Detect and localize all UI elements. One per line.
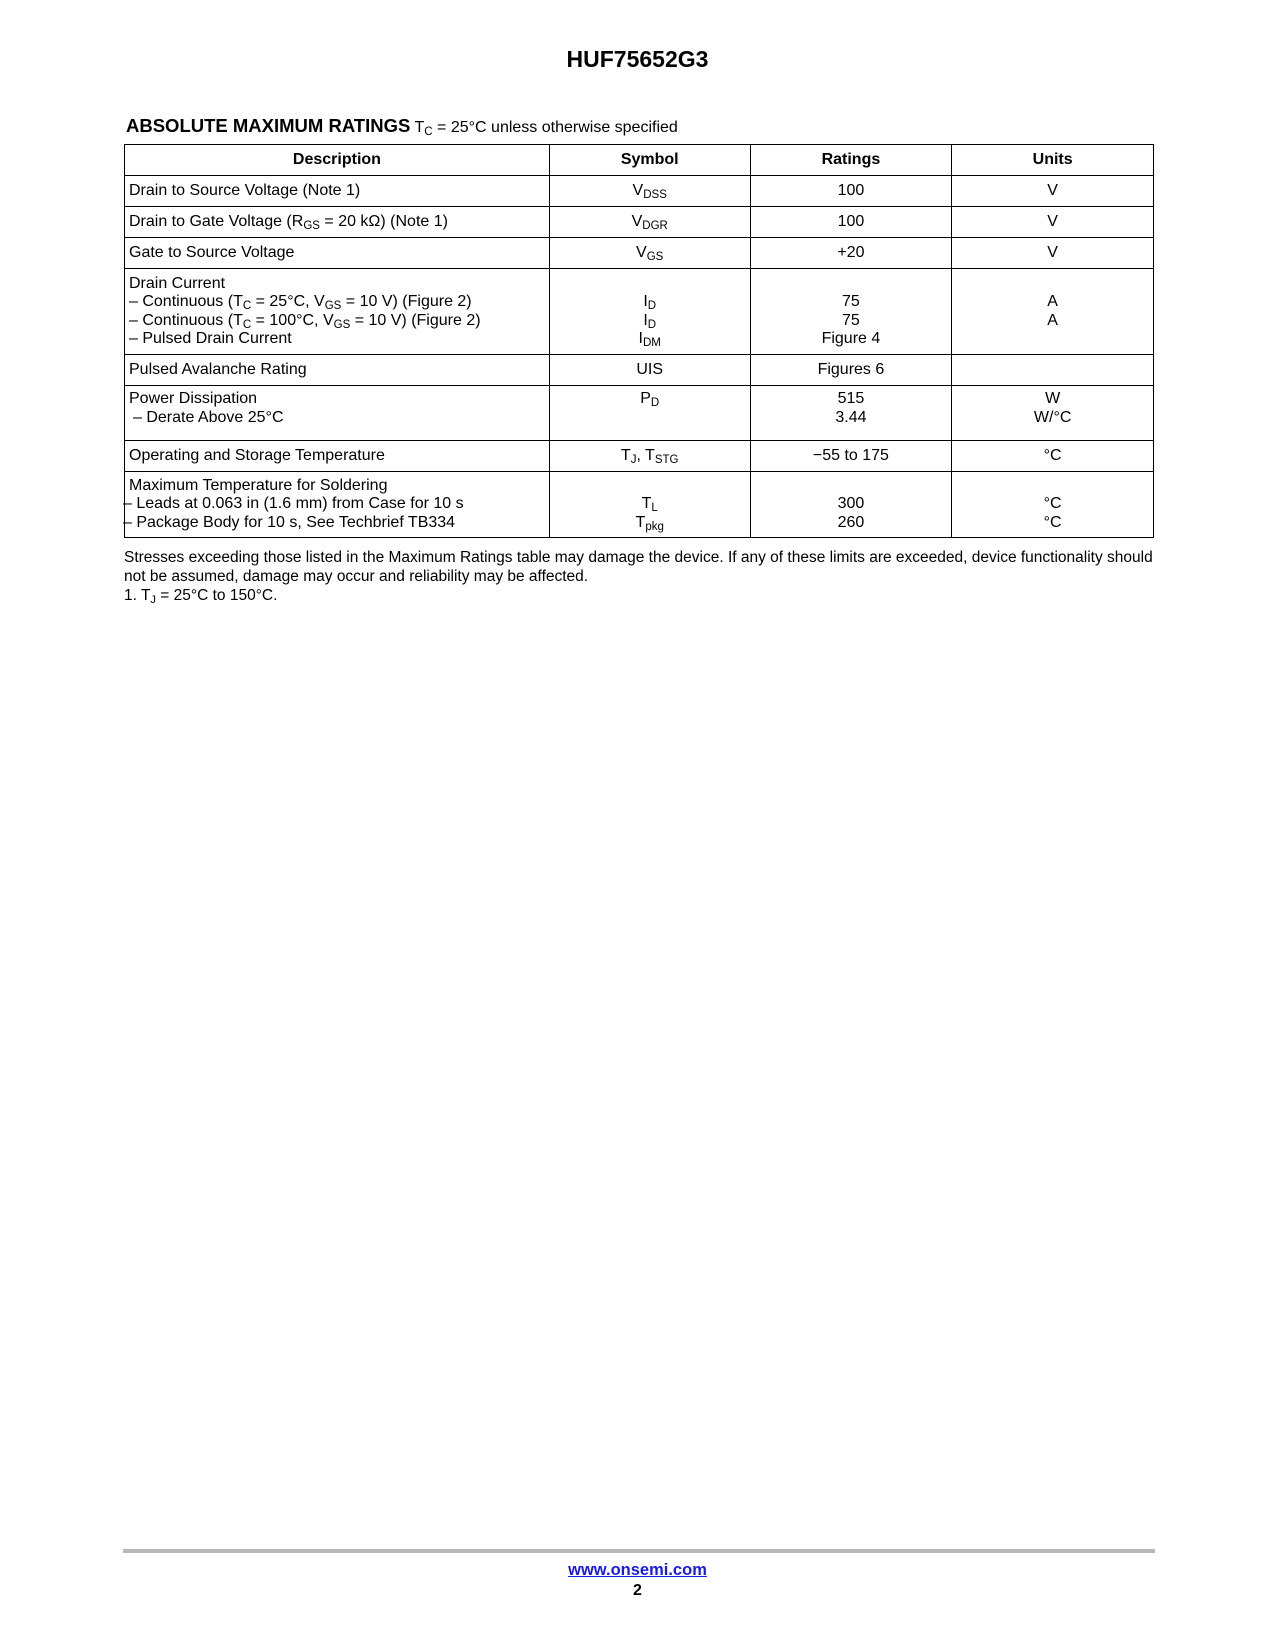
unit-cell: V — [952, 238, 1154, 269]
unit-cell: W W/°C — [952, 386, 1154, 441]
table-row — [125, 472, 1154, 538]
description-cell: Maximum Temperature for Soldering – Leads at 0.063 in (1.6 mm) from Case for 10 s – Package Body for 10 s, See Techbrief TB334 — [125, 472, 550, 538]
symbol-cell: $I_D$ $I_D$ $I_{DM}$ — [549, 269, 750, 355]
description-cell: Pulsed Avalanche Rating — [125, 355, 550, 386]
rating-cell: 75 75 Figure 4 — [750, 269, 952, 355]
description-cell: Drain to Source Voltage (Note 1) — [125, 176, 550, 207]
symbol-cell: $T_L$ $T_{pkg}$ — [549, 472, 750, 538]
unit-cell: °C — [952, 441, 1154, 472]
unit-cell: °C °C — [952, 472, 1154, 538]
rating-cell: +20 — [750, 238, 952, 269]
absolute-maximum-ratings-table — [124, 144, 1154, 538]
description-cell: Power Dissipation – Derate Above 25°C — [125, 386, 550, 441]
table-row — [125, 176, 1154, 207]
description-cell: Drain to Gate Voltage ($R_{GS} = 20$ kΩ) (Note 1) — [125, 207, 550, 238]
stress-note: Stresses exceeding those listed in the Maximum Ratings table may damage the device. If any of these limits are exceeded, device functionality should not be assumed, damage may occur and reliability may be affected. — [124, 549, 1153, 585]
section-title: ABSOLUTE MAXIMUM RATINGS — [126, 115, 411, 136]
rating-cell: −55 to 175 — [750, 441, 952, 472]
rating-cell: 100 — [750, 176, 952, 207]
footnote-1: 1. $T_J = 25^\circ C$ to 150°C. — [124, 587, 278, 607]
table-header-row — [125, 145, 1154, 176]
column-header: Symbol — [549, 145, 750, 176]
unit-cell: A A — [952, 269, 1154, 355]
table-row — [125, 207, 1154, 238]
rating-cell: 515 3.44 — [750, 386, 952, 441]
page-number: 2 — [633, 1582, 642, 1599]
section-heading — [126, 115, 678, 137]
symbol-cell: $T_J$, $T_{STG}$ — [549, 441, 750, 472]
description-cell: Gate to Source Voltage — [125, 238, 550, 269]
website-link[interactable]: www.onsemi.com — [568, 1561, 707, 1579]
unit-cell: V — [952, 176, 1154, 207]
rating-cell: 300 260 — [750, 472, 952, 538]
table-row — [125, 441, 1154, 472]
symbol-cell: UIS — [549, 355, 750, 386]
footer-link-container — [0, 1561, 1275, 1580]
symbol-cell: $V_{DGR}$ — [549, 207, 750, 238]
footer-divider — [123, 1549, 1155, 1553]
rating-cell: 100 — [750, 207, 952, 238]
column-header: Units — [952, 145, 1154, 176]
symbol-cell: $V_{GS}$ — [549, 238, 750, 269]
unit-cell — [952, 355, 1154, 386]
symbol-cell: $V_{DSS}$ — [549, 176, 750, 207]
page-title: HUF75652G3 — [566, 46, 709, 72]
rating-cell: Figures 6 — [750, 355, 952, 386]
table-row — [125, 355, 1154, 386]
description-cell: Operating and Storage Temperature — [125, 441, 550, 472]
description-cell: Drain Current – Continuous ($T_C = 25^\circ C$, $V_{GS} = 10$ V) (Figure 2) – Continuous ($T_C = 100^\circ C$, $V_{GS} = 10$ V) (Figure 2) – Pulsed Drain Current — [125, 269, 550, 355]
symbol-cell: $P_D$ — [549, 386, 750, 441]
section-condition: $T_C = 25^\circ C$ unless otherwise specified — [414, 119, 678, 139]
unit-cell: V — [952, 207, 1154, 238]
column-header: Description — [125, 145, 550, 176]
notes — [124, 548, 1164, 605]
table-row — [125, 386, 1154, 441]
column-header: Ratings — [750, 145, 952, 176]
table-row — [125, 238, 1154, 269]
table-row — [125, 269, 1154, 355]
